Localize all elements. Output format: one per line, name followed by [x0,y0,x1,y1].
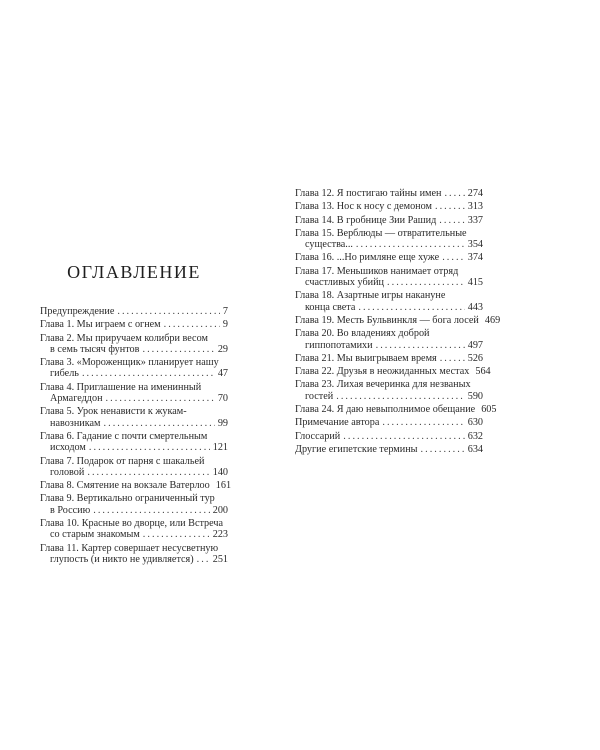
toc-entry [295,228,483,251]
toc-entry-line [40,505,228,516]
toc-entry-title: Глава 10. Красные во дворце, или Встреча [40,518,224,530]
toc-column-left [40,306,232,567]
toc-entry-title: головой [50,466,85,478]
toc-column-right [295,188,501,457]
toc-entry-line [40,431,228,442]
toc-entry [295,353,483,364]
toc-entry [295,366,491,378]
toc-entry-title: Другие египетские термины [295,443,418,455]
toc-entry-title: Глава 5. Урок ненависти к жукам- [40,406,187,418]
toc-entry [295,252,483,263]
toc-entry-line [40,480,232,492]
toc-entry [40,357,228,380]
toc-page-number: 497 [467,339,483,351]
toc-entry-line [40,543,228,554]
toc-entry-line [295,391,483,402]
toc-entry-line [40,406,228,417]
toc-entry-line [295,366,491,378]
toc-entry [40,319,228,330]
dot-leader [442,252,465,263]
toc-entry-line [40,357,228,368]
toc-entry-title: гибель [50,368,79,380]
toc-entry-title: Глава 19. Месть Бульвинкля — бога лосей [295,314,479,326]
toc-entry-line [295,239,483,250]
toc-entry-line [295,266,483,277]
toc-entry-title: Глава 1. Мы играем с огнем [40,319,161,331]
dot-leader [356,239,465,250]
toc-entry-title: Глава 18. Азартные игры накануне [295,290,446,302]
dot-leader [82,368,215,379]
dot-leader [142,344,214,355]
toc-entry-line [295,328,483,339]
toc-entry-title: счастливых убийц [305,277,385,289]
toc-page-number: 374 [467,252,483,264]
toc-entry [295,417,483,428]
toc-entry-line [40,382,228,393]
dot-leader [93,505,209,516]
toc-entry [40,406,228,429]
toc-entry-title: Глава 12. Я постигаю тайны имен [295,188,442,199]
toc-entry-title: Глава 22. Друзья в неожиданных местах [295,366,470,378]
toc-entry [40,518,228,541]
toc-entry [295,201,483,212]
dot-leader [89,442,210,453]
toc-page-number: 9 [222,319,228,331]
toc-entry [295,215,483,226]
toc-entry-title: конца света [305,301,356,313]
toc-entry-line [40,518,228,529]
toc-page-number: 313 [467,201,483,213]
toc-page-number: 526 [467,352,483,364]
toc-entry-line [295,252,483,263]
toc-entry-line [40,467,228,478]
toc-entry-title: Глава 7. Подарок от парня с шакальей [40,455,205,467]
toc-entry [40,382,228,405]
toc-page-number: 99 [217,417,228,429]
toc-entry-line [295,444,483,455]
toc-entry-title: Глава 17. Меньшиков нанимает отряд [295,265,459,277]
toc-page-number: 251 [212,553,228,565]
toc-entry [295,188,483,199]
toc-entry [40,493,228,516]
toc-entry [295,431,483,442]
toc-entry-line [295,277,483,288]
toc-page-number: 223 [212,529,228,541]
toc-page-number: 605 [481,404,497,416]
toc-entry-title: Глава 24. Я даю невыполнимое обещание [295,404,476,416]
dot-leader [87,467,209,478]
dot-leader [104,418,215,429]
toc-page-number: 140 [212,466,228,478]
dot-leader [439,215,464,226]
toc-entry-line [295,379,483,390]
toc-entry-line [295,290,483,301]
page-title: ОГЛАВЛЕНИЕ [67,262,201,282]
toc-page-number: 590 [467,390,483,402]
toc-entry-title: исходом [50,442,86,454]
toc-entry-title: Глава 14. В гробнице Зии Рашид [295,214,437,226]
dot-leader [376,340,465,351]
toc-entry [40,543,228,566]
toc-page-number: 354 [467,239,483,251]
toc-page-number: 7 [222,306,228,317]
toc-entry-line [40,456,228,467]
toc-entry-line [295,404,497,416]
toc-entry-line [40,442,228,453]
toc-entry-title: в семь тысяч фунтов [50,343,140,355]
dot-leader [435,201,465,212]
toc-entry [295,404,497,416]
toc-entry-line [40,529,228,540]
toc-entry-title: Глава 16. ...Но римляне еще хуже [295,252,440,264]
toc-entry-title: глупость (и никто не удивляется) [50,553,194,565]
toc-entry-line [40,344,228,355]
toc-entry-title: Примечание автора [295,417,380,429]
toc-page-number: 564 [475,366,491,378]
toc-entry-line [40,393,228,404]
toc-entry-title: Глава 13. Нос к носу с демоном [295,201,432,213]
toc-entry [295,266,483,289]
toc-entry-line [295,353,483,364]
toc-entry-title: существа... [305,239,353,251]
toc-entry-title: навозникам [50,417,101,429]
toc-entry-title: Глава 6. Гадание с почти смертельным [40,430,208,442]
toc-entry-line [40,319,228,330]
toc-entry-line [295,314,501,326]
toc-page-number: 443 [467,301,483,313]
toc-entry-line [295,201,483,212]
toc-page-number: 630 [467,417,483,429]
toc-entry-line [295,340,483,351]
toc-entry [295,290,483,313]
toc-entry-title: Предупреждение [40,306,115,317]
toc-entry [40,480,232,492]
toc-entry [40,333,228,356]
toc-entry-title: Глава 9. Вертикально ограниченный тур [40,493,215,505]
dot-leader [387,277,465,288]
toc-page-number: 161 [215,480,232,492]
toc-entry-line [40,306,228,317]
toc-page-number: 415 [467,277,483,289]
toc-entry-title: Глава 2. Мы приручаем колибри весом [40,332,208,344]
toc-entry [295,444,483,455]
dot-leader [117,306,220,317]
toc-page-number: 632 [467,430,483,442]
dot-leader [358,302,464,313]
toc-page-number: 70 [217,393,228,405]
toc-entry [40,456,228,479]
toc-page-number: 47 [217,368,228,380]
toc-page-number: 634 [467,443,483,455]
toc-entry-title: Глава 15. Верблюды — отвратительные [295,227,467,239]
toc-entry-line [40,493,228,504]
toc-entry-line [40,418,228,429]
toc-entry-title: гиппопотамихи [305,339,373,351]
toc-page-number: 274 [467,188,483,199]
toc-page-number: 469 [484,314,501,326]
toc-entry-title: Глава 23. Лихая вечеринка для незваных [295,379,471,391]
toc-page-number: 200 [212,504,228,516]
toc-entry-line [295,302,483,313]
toc-entry-line [295,228,483,239]
toc-entry-title: Глава 4. Приглашение на именинный [40,381,202,393]
toc-page-number: 337 [467,214,483,226]
toc-entry-title: Армагеддон [50,393,103,405]
dot-leader [421,444,465,455]
toc-entry [295,379,483,402]
toc-entry-line [295,431,483,442]
toc-entry-title: Глава 11. Картер совершает несусветную [40,542,219,554]
dot-leader [106,393,215,404]
toc-entry-title: со старым знакомым [50,529,140,541]
toc-entry-title: Глава 8. Смятение на вокзале Ватерлоо [40,480,210,492]
dot-leader [444,188,464,199]
dot-leader [143,529,210,540]
toc-page-number: 29 [217,343,228,355]
dot-leader [343,431,464,442]
toc-entry-title: Глоссарий [295,430,341,442]
toc-entry-line [40,333,228,344]
toc-entry [295,328,483,351]
toc-entry [295,314,501,326]
toc-entry-line [295,417,483,428]
toc-entry-line [295,215,483,226]
dot-leader [440,353,465,364]
toc-entry-line [40,368,228,379]
toc-entry-title: Глава 21. Мы выигрываем время [295,352,437,364]
dot-leader [197,554,210,565]
toc-entry-line [40,554,228,565]
dot-leader [164,319,220,330]
toc-page-number: 121 [212,442,228,454]
toc-entry-line [295,188,483,199]
toc-entry-title: в Россию [50,504,91,516]
toc-entry-title: Глава 20. Во владениях доброй [295,328,430,340]
toc-entry-title: Глава 3. «Мороженщик» планирует нашу [40,357,219,369]
toc-entry [40,306,228,317]
toc-entry [40,431,228,454]
dot-leader [382,417,464,428]
toc-entry-title: гостей [305,390,334,402]
dot-leader [336,391,464,402]
